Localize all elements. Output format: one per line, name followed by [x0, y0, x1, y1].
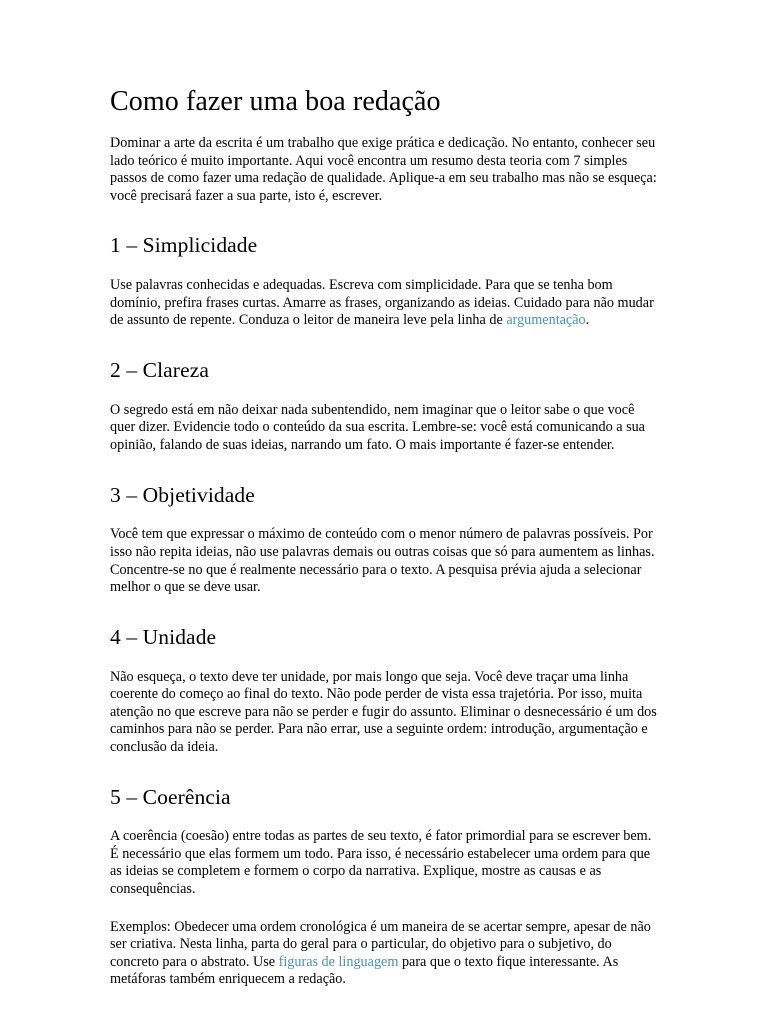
section-heading: 5 – Coerência	[110, 784, 231, 809]
body-paragraph	[110, 526, 658, 596]
section-heading: 3 – Objetividade	[110, 482, 255, 507]
paragraph-text: Você tem que expressar o máximo de conteúdo com o menor número de palavras possíveis. Por isso não repita ideias, não use palavras demais ou outras coisas que só para aumentem as linhas. Concentre-se no que é realmente necessário para o texto. A pesquisa prévia ajuda a selecionar melhor o que se deve usar.	[110, 526, 655, 596]
section-heading: 2 – Clareza	[110, 357, 209, 382]
body-paragraph	[110, 919, 658, 989]
document-section	[110, 483, 658, 597]
page-title: Como fazer uma boa redação	[110, 86, 441, 117]
section-heading: 1 – Simplicidade	[110, 233, 258, 258]
document-section	[110, 358, 658, 455]
paragraph-text: Exemplos: Obedecer uma ordem cronológica é um maneira de se acertar sempre, apesar de não ser criativa. Nesta linha, parta do geral para o particular, do objetivo para o subjetivo, do concreto para o abstrato. Use	[110, 918, 651, 970]
paragraph-text-tail: para que o texto fique interessante. As metáforas também enriquecem a redação.	[110, 953, 619, 988]
document-section	[110, 625, 658, 757]
paragraph-text: A coerência (coesão) entre todas as partes de seu texto, é fator primordial para se escrever bem. É necessário que elas formem um todo. Para isso, é necessário estabelecer uma ordem para que as ideias se completem e formem o corpo da narrativa. Explique, mostre as causas e as consequências.	[110, 828, 652, 898]
paragraph-text: Não esqueça, o texto deve ter unidade, por mais longo que seja. Você deve traçar uma linha coerente do começo ao final do texto. Não pode perder de vista essa trajetória. Por isso, muita atenção no que escreve para não se perder e fugir do assunto. Eliminar o desnecessário é um dos caminhos para não se perder. Para não errar, use a seguinte ordem: introdução, argumentação e conclusão da ideia.	[110, 668, 657, 755]
document-section	[110, 785, 658, 990]
intro-paragraph: Dominar a arte da escrita é um trabalho que exige prática e dedicação. No entanto, conhecer seu lado teórico é muito importante. Aqui você encontra um resumo desta teoria com 7 simples passos de como fazer uma redação de qualidade. Aplique-a em seu trabalho mas não se esqueça: você precisará fazer a sua parte, isto é, escrever.	[110, 135, 657, 204]
section-heading: 4 – Unidade	[110, 624, 217, 649]
inline-link[interactable]: argumentação	[506, 312, 586, 329]
paragraph-text: Use palavras conhecidas e adequadas. Escreva com simplicidade. Para que se tenha bom domínio, prefira frases curtas. Amarre as frases, organizando as ideias. Cuidado para não mudar de assunto de repente. Conduza o leitor de maneira leve pela linha de	[110, 277, 654, 329]
body-paragraph	[110, 277, 658, 330]
paragraph-text-tail: .	[585, 312, 590, 329]
sections-container	[110, 233, 658, 989]
body-paragraph	[110, 669, 658, 757]
paragraph-text: O segredo está em não deixar nada subentendido, nem imaginar que o leitor sabe o que você quer dizer. Evidencie todo o conteúdo da sua escrita. Lembre-se: você está comunicando a sua opinião, falando de suas ideias, narrando um fato. O mais importante é fazer-se entender.	[110, 401, 645, 453]
document-section	[110, 233, 658, 330]
inline-link[interactable]: figuras de linguagem	[278, 953, 399, 970]
body-paragraph	[110, 402, 658, 455]
body-paragraph	[110, 828, 658, 898]
